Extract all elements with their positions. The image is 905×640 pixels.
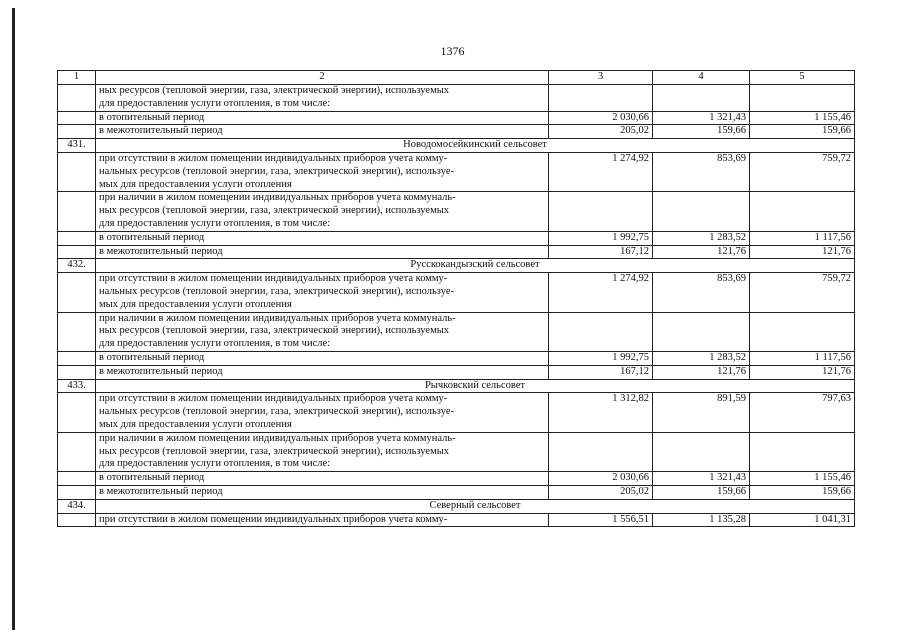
- row-index: [58, 365, 96, 379]
- value-c4: 1 321,43: [653, 472, 750, 486]
- column-header: 2: [96, 71, 549, 85]
- row-index: [58, 231, 96, 245]
- description-line: мых для предоставления услуги отопления: [99, 178, 292, 190]
- row-index: [58, 111, 96, 125]
- row-index: [58, 393, 96, 432]
- description-line: ных ресурсов (тепловой энергии, газа, электрической энергии), используемых: [99, 325, 450, 337]
- value-c4: [653, 192, 750, 231]
- tariff-table: [57, 70, 855, 527]
- description-line: при отсутствии в жилом помещении индивидуальных приборов учета комму-: [99, 273, 448, 285]
- section-title: Рычковский сельсовет: [96, 379, 855, 393]
- description-line: при отсутствии в жилом помещении индивидуальных приборов учета комму-: [99, 513, 448, 525]
- value-c5: [750, 432, 855, 471]
- table-body: [58, 71, 855, 527]
- section-row: [58, 139, 855, 153]
- value-c3: 1 312,82: [549, 393, 653, 432]
- value-c3: 1 992,75: [549, 351, 653, 365]
- row-description: [96, 273, 549, 312]
- value-c4: 1 283,52: [653, 351, 750, 365]
- column-header: 5: [750, 71, 855, 85]
- row-description: [96, 365, 549, 379]
- row-index: [58, 192, 96, 231]
- description-line: в отопительный период: [99, 111, 205, 123]
- row-description: [96, 485, 549, 499]
- description-line: при отсутствии в жилом помещении индивидуальных приборов учета комму-: [99, 393, 448, 405]
- value-c4: 1 321,43: [653, 111, 750, 125]
- value-c3: [549, 192, 653, 231]
- value-c5: 1 155,46: [750, 472, 855, 486]
- description-line: при отсутствии в жилом помещении индивидуальных приборов учета комму-: [99, 152, 448, 164]
- description-line: в отопительный период: [99, 472, 205, 484]
- description-line: нальных ресурсов (тепловой энергии, газа, электрической энергии), используе-: [99, 285, 454, 297]
- value-c4: 891,59: [653, 393, 750, 432]
- value-c3: 167,12: [549, 365, 653, 379]
- row-description: [96, 351, 549, 365]
- table-row: [58, 192, 855, 231]
- value-c3: 167,12: [549, 245, 653, 259]
- row-description: [96, 432, 549, 471]
- row-index: 432.: [58, 259, 96, 273]
- description-line: при наличии в жилом помещении индивидуальных приборов учета коммуналь-: [99, 192, 456, 204]
- row-index: [58, 85, 96, 112]
- value-c3: 2 030,66: [549, 111, 653, 125]
- table-row: [58, 245, 855, 259]
- description-line: для предоставления услуги отопления, в том числе:: [99, 97, 331, 109]
- row-index: [58, 472, 96, 486]
- row-description: [96, 231, 549, 245]
- description-line: мых для предоставления услуги отопления: [99, 418, 292, 430]
- value-c5: 759,72: [750, 152, 855, 191]
- value-c4: 121,76: [653, 365, 750, 379]
- column-header: 4: [653, 71, 750, 85]
- table-row: [58, 513, 855, 527]
- description-line: нальных ресурсов (тепловой энергии, газа, электрической энергии), используе-: [99, 165, 454, 177]
- section-title: Новодомосейкинский сельсовет: [96, 139, 855, 153]
- value-c5: 1 117,56: [750, 231, 855, 245]
- description-line: ных ресурсов (тепловой энергии, газа, электрической энергии), используемых: [99, 445, 450, 457]
- value-c5: 159,66: [750, 485, 855, 499]
- value-c5: 159,66: [750, 125, 855, 139]
- column-header: 1: [58, 71, 96, 85]
- value-c4: 853,69: [653, 152, 750, 191]
- value-c3: 1 992,75: [549, 231, 653, 245]
- table-row: [58, 393, 855, 432]
- row-index: [58, 485, 96, 499]
- section-title: Русскокандызский сельсовет: [96, 259, 855, 273]
- row-index: 433.: [58, 379, 96, 393]
- description-line: ных ресурсов (тепловой энергии, газа, электрической энергии), используемых: [99, 85, 450, 96]
- value-c5: 121,76: [750, 365, 855, 379]
- table-row: [58, 312, 855, 351]
- row-description: [96, 513, 549, 527]
- row-index: [58, 152, 96, 191]
- value-c5: 121,76: [750, 245, 855, 259]
- row-index: [58, 312, 96, 351]
- value-c3: [549, 432, 653, 471]
- table-row: [58, 485, 855, 499]
- description-line: при наличии в жилом помещении индивидуальных приборов учета коммуналь-: [99, 432, 456, 444]
- description-line: для предоставления услуги отопления, в том числе:: [99, 217, 331, 229]
- description-line: в межотопительный период: [99, 365, 223, 377]
- row-description: [96, 152, 549, 191]
- description-line: в межотопительный период: [99, 245, 223, 257]
- table-row: [58, 231, 855, 245]
- page-edge-bar: [12, 8, 15, 630]
- description-line: при наличии в жилом помещении индивидуальных приборов учета коммуналь-: [99, 312, 456, 324]
- value-c5: [750, 85, 855, 112]
- row-index: [58, 125, 96, 139]
- table-row: [58, 432, 855, 471]
- row-index: [58, 245, 96, 259]
- value-c5: 1 117,56: [750, 351, 855, 365]
- value-c4: 121,76: [653, 245, 750, 259]
- row-description: [96, 472, 549, 486]
- row-index: [58, 351, 96, 365]
- row-description: [96, 312, 549, 351]
- value-c3: 205,02: [549, 125, 653, 139]
- row-index: [58, 513, 96, 527]
- table-row: [58, 125, 855, 139]
- row-description: [96, 111, 549, 125]
- table-row: [58, 365, 855, 379]
- column-header-row: [58, 71, 855, 85]
- row-index: 434.: [58, 499, 96, 513]
- row-index: [58, 273, 96, 312]
- page-number: 1376: [440, 44, 465, 58]
- value-c3: 2 030,66: [549, 472, 653, 486]
- row-description: [96, 85, 549, 112]
- value-c4: 853,69: [653, 273, 750, 312]
- table-row: [58, 111, 855, 125]
- value-c4: 1 135,28: [653, 513, 750, 527]
- description-line: для предоставления услуги отопления, в том числе:: [99, 458, 331, 470]
- section-row: [58, 259, 855, 273]
- value-c4: 159,66: [653, 485, 750, 499]
- row-index: 431.: [58, 139, 96, 153]
- value-c5: 759,72: [750, 273, 855, 312]
- value-c3: [549, 85, 653, 112]
- table-row: [58, 472, 855, 486]
- row-description: [96, 125, 549, 139]
- value-c5: 1 041,31: [750, 513, 855, 527]
- description-line: в межотопительный период: [99, 485, 223, 497]
- value-c5: [750, 312, 855, 351]
- value-c3: 205,02: [549, 485, 653, 499]
- table-row: [58, 152, 855, 191]
- row-index: [58, 432, 96, 471]
- value-c4: 159,66: [653, 125, 750, 139]
- value-c3: [549, 312, 653, 351]
- description-line: в отопительный период: [99, 231, 205, 243]
- description-line: в отопительный период: [99, 351, 205, 363]
- row-description: [96, 192, 549, 231]
- description-line: в межотопительный период: [99, 125, 223, 137]
- row-description: [96, 245, 549, 259]
- description-line: нальных ресурсов (тепловой энергии, газа, электрической энергии), используе-: [99, 406, 454, 418]
- section-row: [58, 499, 855, 513]
- section-row: [58, 379, 855, 393]
- value-c3: 1 274,92: [549, 152, 653, 191]
- value-c4: 1 283,52: [653, 231, 750, 245]
- value-c5: 1 155,46: [750, 111, 855, 125]
- row-description: [96, 393, 549, 432]
- value-c5: 797,63: [750, 393, 855, 432]
- section-title: Северный сельсовет: [96, 499, 855, 513]
- value-c3: 1 556,51: [549, 513, 653, 527]
- table-row: [58, 85, 855, 112]
- description-line: для предоставления услуги отопления, в том числе:: [99, 338, 331, 350]
- table-row: [58, 351, 855, 365]
- value-c4: [653, 312, 750, 351]
- value-c4: [653, 85, 750, 112]
- value-c4: [653, 432, 750, 471]
- value-c5: [750, 192, 855, 231]
- description-line: мых для предоставления услуги отопления: [99, 298, 292, 310]
- value-c3: 1 274,92: [549, 273, 653, 312]
- column-header: 3: [549, 71, 653, 85]
- description-line: ных ресурсов (тепловой энергии, газа, электрической энергии), используемых: [99, 205, 450, 217]
- table-row: [58, 273, 855, 312]
